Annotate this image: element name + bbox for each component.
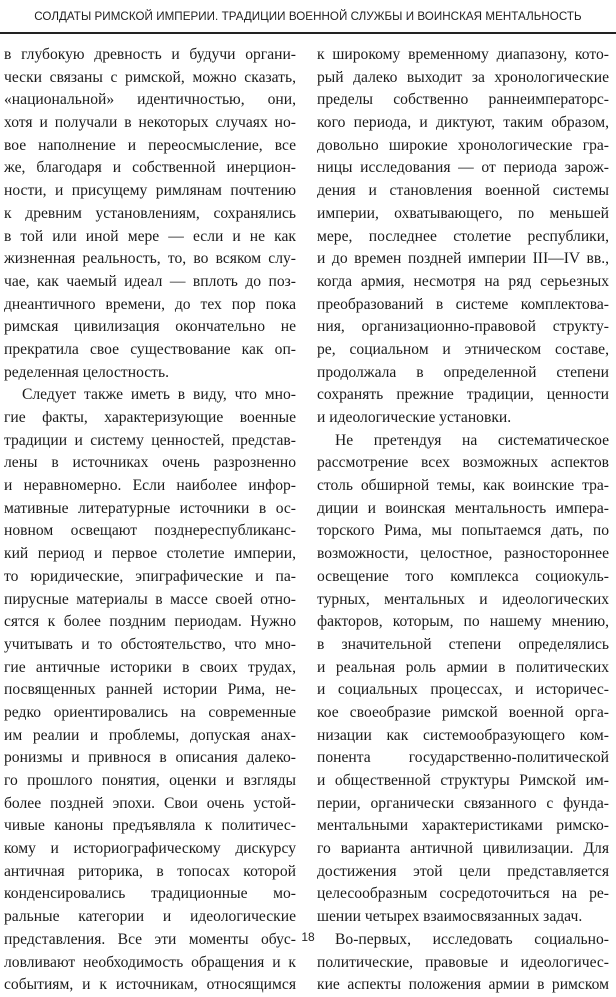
text-line: чивые каноны предъявляла к политичес- — [4, 817, 296, 835]
text-line: более поздней эпохи. Свои очень устой- — [4, 794, 296, 812]
running-header — [0, 0, 616, 34]
text-line: торского Рима, мы попытаемся дать, по — [317, 522, 609, 540]
text-line: гие античные историки в своих трудах, — [4, 658, 296, 676]
text-line: кие аспекты положения армии в римском — [317, 976, 609, 994]
text-line: и неравномерно. Если наиболее инфор- — [4, 477, 296, 495]
text-line: ронизмы и привнося в описания далеко- — [4, 749, 296, 767]
text-line: Во-первых, исследовать социально- — [335, 930, 609, 948]
text-line: ницы исследования — от периода зарож- — [317, 159, 609, 177]
text-line: учитывать и то обстоятельство, что мно- — [4, 635, 296, 653]
text-line: же, благодаря и собственной инерцион- — [4, 159, 296, 177]
text-line: в глубокую древность и будучи органи- — [4, 46, 296, 63]
text-line: пирусные материалы в массе своей отно- — [4, 590, 296, 608]
text-line: и до времен поздней империи III—IV вв., — [317, 250, 609, 268]
page-number: 18 — [301, 930, 315, 944]
text-line: и социальных процессах, и историчес- — [317, 681, 609, 699]
text-line: в значительной степени определялись — [317, 635, 609, 653]
text-line: прекратила свое существование как оп- — [4, 340, 296, 358]
text-line: новном освещают позднереспубликанс- — [4, 522, 296, 540]
text-line: конденсировались традиционные мо- — [4, 885, 296, 903]
text-line: столь обширной темы, как воинские тра- — [317, 477, 609, 495]
text-line: ности, и присущему римлянам почтению — [4, 182, 296, 200]
text-line: факторов, которым, по нашему мнению, — [317, 613, 609, 631]
text-line: римская цивилизация окончательно не — [4, 318, 296, 336]
text-line: Не претендуя на систематическое — [335, 431, 609, 449]
text-line: вое наполнение и переосмысление, все — [4, 136, 296, 154]
text-line: им реалии и проблемы, допуская анах- — [4, 726, 296, 744]
text-line: мативные литературные источники в ос- — [4, 499, 296, 517]
text-line: и реальная роль армии в политических — [317, 658, 609, 676]
text-line: лены в источниках очень разрозненно — [4, 454, 296, 472]
text-line: то юридические, эпиграфические и па- — [4, 567, 296, 585]
text-line: рый далеко выходит за хронологические — [317, 68, 609, 86]
text-line: посвященных ранней истории Рима, не- — [4, 681, 296, 699]
text-line: жизненная реальность, то, во всяком слу- — [4, 250, 296, 268]
text-line: гие факты, характеризующие военные — [4, 409, 296, 426]
text-line: целесообразным сосредоточиться на ре- — [317, 885, 609, 903]
text-line: пределы собственно раннеимператорс- — [317, 91, 609, 109]
text-line: к древним установлениям, сохранялись — [4, 204, 296, 222]
text-line: рассмотрение всех возможных аспектов — [317, 454, 609, 472]
text-line: кий период и первое столетие империи, — [4, 545, 296, 563]
text-line: довольно широкие хронологические гра- — [317, 136, 609, 154]
text-line: событиям, и к источникам, относящимся — [4, 976, 296, 994]
text-line: чае, как чаемый идеал — вплоть до поз- — [4, 272, 296, 290]
text-line: диции и воинская ментальность импера- — [317, 499, 609, 517]
text-line: понента государственно-политической — [317, 749, 609, 767]
text-column-right — [317, 44, 609, 997]
text-line: кое своеобразие римской военной орга- — [317, 703, 609, 721]
text-line: ментальными характеристиками римско- — [317, 817, 609, 835]
text-line: кого периода, и диктуют, таким образом, — [317, 114, 609, 132]
text-line: в той или иной мере — если и не как — [4, 227, 296, 245]
text-line: достижения этой цели представляется — [317, 862, 609, 880]
text-line: «национальной» идентичностью, они, — [4, 91, 296, 109]
text-line: редко ориентировались на современные — [4, 703, 296, 721]
text-line: хотя и получали в некоторых случаях но- — [4, 114, 296, 132]
text-line: кому и историографическому дискурсу — [4, 840, 296, 858]
text-column-left — [4, 44, 296, 997]
running-title: СОЛДАТЫ РИМСКОЙ ИМПЕРИИ. ТРАДИЦИИ ВОЕННОЙ СЛУЖБЫ И ВОИНСКАЯ МЕНТАЛЬНОСТЬ — [34, 9, 582, 23]
text-line: преобразований в системе комплектова- — [317, 295, 609, 313]
text-line: го прошлого понятия, оценки и взгляды — [4, 772, 296, 789]
text-line: к широкому временному диапазону, кото- — [317, 46, 609, 63]
text-line: мере, последнее столетие республики, — [317, 227, 609, 245]
text-line: чески связаны с римской, можно сказать, — [4, 68, 296, 86]
text-line: Следует также иметь в виду, что мно- — [22, 386, 296, 404]
text-line: когда армия, несмотря на ряд серьезных — [317, 272, 609, 290]
text-line: и идеологические установки. — [317, 409, 512, 426]
text-line: ральные категории и идеологические — [4, 908, 296, 926]
text-line: сохранять прежние традиции, ценности — [317, 386, 609, 404]
text-line: традиции и систему ценностей, представ- — [4, 431, 296, 449]
text-line: представления. Все эти моменты обус- — [4, 930, 296, 948]
text-line: го варианта античной цивилизации. Для — [317, 840, 609, 858]
text-line: империи, охватывающего, по меньшей — [317, 204, 609, 222]
text-line: политические, правовые и идеологичес- — [317, 953, 609, 971]
text-line: шении четырех взаимосвязанных задач. — [317, 908, 583, 926]
text-line: возможности, целостное, разностороннее — [317, 545, 609, 563]
text-line: низации как системообразующего ком- — [317, 726, 609, 744]
text-line: ния, организационно-правовой структу- — [317, 318, 609, 336]
text-line: сятся к более поздним периодам. Нужно — [4, 613, 296, 631]
text-line: и общественной структуры Римской им- — [317, 772, 609, 789]
text-line: дения и становления военной системы — [317, 182, 609, 200]
text-line: продолжала в определенной степени — [317, 363, 609, 381]
text-line: античная риторика, в топосах которой — [4, 862, 296, 880]
text-line: турных, ментальных и идеологических — [317, 590, 609, 608]
text-line: ре, социальном и этническом составе, — [317, 340, 609, 358]
text-line: днеантичного времени, до тех пор пока — [4, 295, 296, 313]
text-line: ловливают необходимость обращения и к — [4, 953, 296, 971]
text-line: ределенная целостность. — [4, 363, 169, 381]
text-line: перии, органически связанного с фунда- — [317, 794, 609, 812]
text-line: освещение того комплекса социокуль- — [317, 567, 609, 585]
